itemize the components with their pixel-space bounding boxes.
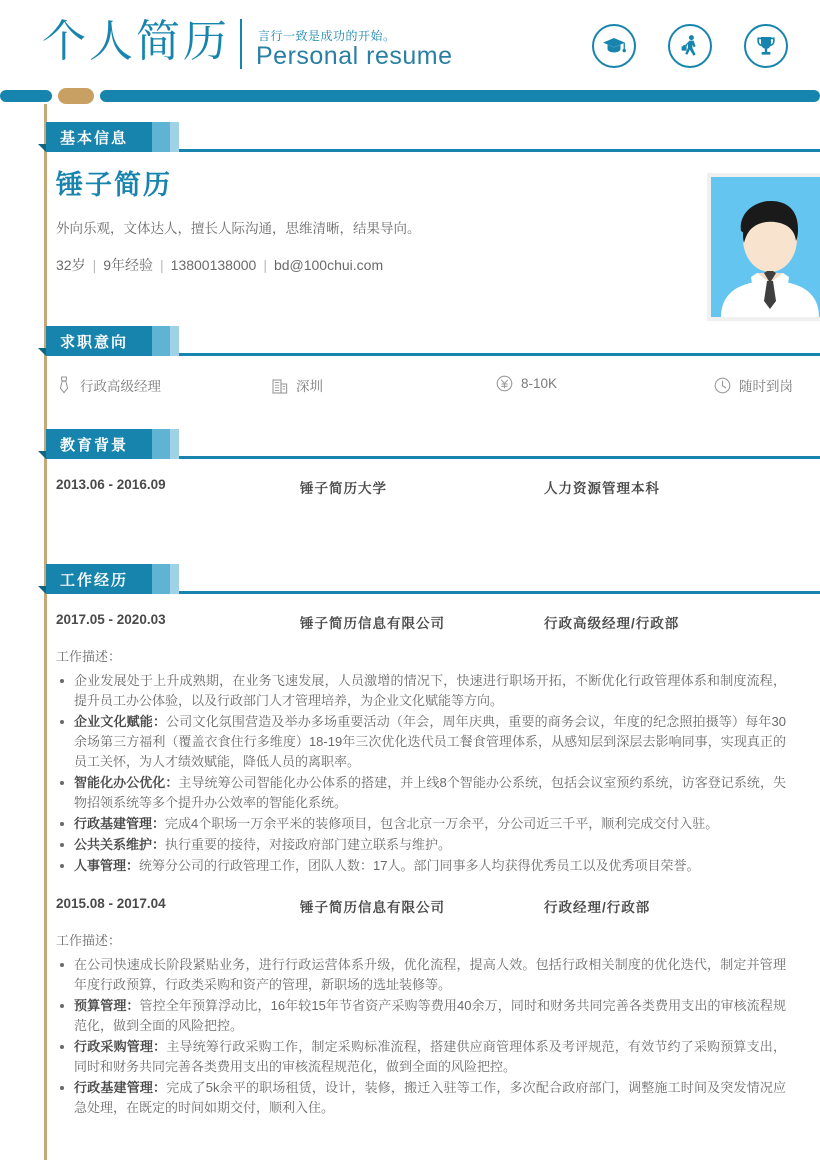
meta-phone: 13800138000 (170, 257, 257, 273)
work-bullet-text: 企业发展处于上升成熟期，在业务飞速发展，人员激增的情况下，快速进行职场开拓，不断优化行政管理体系和制度流程，提升员工办公体验，以及行政部门人才管理培养，为企业文化赋能等方向。 (74, 673, 786, 708)
work-entry-header (56, 896, 786, 918)
clock-icon (714, 377, 731, 394)
building-icon (272, 377, 288, 394)
ribbon-fade-2 (170, 564, 179, 594)
work-bullet-text: 完成了5k余平的职场租赁，设计，装修，搬迁入驻等工作，多次配合政府部门，调整施工时间及突发情况应急处理，在既定的时间如期交付，顺利入住。 (74, 1080, 786, 1115)
meta-email: bd@100chui.com (273, 257, 384, 273)
person-meta (56, 255, 786, 275)
work-bullet-item (56, 955, 786, 995)
work-entry-header (56, 612, 786, 634)
ribbon-underline (179, 149, 820, 152)
intention-position (56, 375, 161, 395)
section-title: 求职意向 (60, 334, 129, 351)
section-title: 基本信息 (60, 130, 129, 147)
intention-salary (496, 375, 557, 392)
work-bullet-item (56, 814, 786, 834)
ribbon-notch (38, 144, 46, 152)
person-description: 外向乐观，文体达人，擅长人际沟通，思维清晰，结果导向。 (56, 221, 421, 236)
work-bullet-item (56, 1037, 786, 1077)
work-bullet-list (56, 671, 786, 876)
education-school: 锤子简历大学 (300, 481, 387, 496)
work-bullet-lead: 人事管理： (74, 858, 140, 873)
bar-segment-right (100, 90, 820, 102)
work-bullet-lead: 行政基建管理： (74, 1080, 167, 1095)
education-entry (56, 477, 786, 499)
work-bullet-item (56, 712, 786, 772)
ribbon-fade-2 (170, 326, 179, 356)
job-intention-row (56, 375, 793, 401)
section-header-job-intention (46, 326, 786, 356)
section-header-education (46, 429, 786, 459)
tagline-chinese: 言行一致是成功的开始。 (258, 29, 396, 43)
section-work-experience (0, 564, 820, 1119)
section-title: 工作经历 (60, 572, 129, 589)
work-bullet-text: 主导统筹行政采购工作，制定采购标准流程，搭建供应商管理体系及考评规范，有效节约了采购预算支出，同时和财务共同完善各类费用支出的审核流程规范化，做到全面的风险把控。 (74, 1039, 786, 1074)
work-bullet-text: 统筹分公司的行政管理工作，团队人数：17人。部门同事多人均获得优秀员工以及优秀项目荣誉。 (139, 858, 700, 873)
businessman-walking-icon (668, 24, 712, 68)
education-entry-header (56, 477, 786, 499)
work-bullet-text: 在公司快速成长阶段紧贴业务，进行行政运营体系升级，优化流程，提高人效。包括行政相关制度的优化迭代，制定并管理年度行政预算，行政类采购和资产的管理，新职场的选址装修等。 (74, 957, 786, 992)
section-header-work-experience (46, 564, 786, 594)
work-bullet-lead: 公共关系维护： (74, 837, 166, 852)
ribbon-fade-1 (152, 122, 170, 152)
work-bullet-text: 完成4个职场一万余平米的装修项目，包含北京一万余平，分公司近三千平，顺利完成交付入驻。 (165, 816, 719, 831)
yen-circle-icon (496, 375, 513, 392)
ribbon-underline (179, 353, 820, 356)
intention-salary-label: 8-10K (521, 376, 558, 391)
work-bullet-item (56, 856, 786, 876)
work-role: 行政经理/行政部 (544, 900, 651, 915)
ribbon-fade-2 (170, 122, 179, 152)
person-name: 锤子简历 (56, 170, 172, 200)
work-date: 2015.08 - 2017.04 (56, 896, 166, 911)
intention-city-label: 深圳 (296, 379, 323, 394)
work-company: 锤子简历信息有限公司 (300, 616, 445, 631)
ribbon-fade-2 (170, 429, 179, 459)
work-bullet-item (56, 773, 786, 813)
ribbon-underline (179, 591, 820, 594)
work-role: 行政高级经理/行政部 (544, 616, 680, 631)
page-title: 个人简历 (42, 17, 230, 66)
ribbon-notch (38, 348, 46, 356)
work-company: 锤子简历信息有限公司 (300, 900, 445, 915)
work-bullet-lead: 预算管理： (74, 998, 140, 1013)
work-bullet-text: 主导统筹公司智能化办公体系的搭建，并上线8个智能办公系统，包括会议室预约系统，访客登记系统，失物招领系统等多个提升办公效率的智能化系统。 (74, 775, 786, 810)
ribbon-notch (38, 451, 46, 459)
meta-age: 32岁 (56, 257, 86, 273)
work-bullet-text: 公司文化氛围营造及举办多场重要活动（年会，周年庆典，重要的商务会议，年度的纪念照拍摄等）每年30余场第三方福利（覆盖衣食住行多维度）18-19年三次优化迭代员工餐食管理体系，从感知层到深层去影响同事，实现真正的员工关怀，为人才绩效赋能，降低人员的离职率。 (74, 714, 786, 769)
basic-info-body (56, 168, 786, 275)
work-entry (56, 612, 786, 876)
ribbon-fade-1 (152, 564, 170, 594)
meta-separator: | (263, 257, 267, 273)
section-job-intention (0, 326, 820, 401)
bar-segment-left (0, 90, 52, 102)
bar-gold-pill (58, 88, 94, 104)
graduation-cap-icon (592, 24, 636, 68)
top-decoration-bar (0, 88, 820, 104)
title-divider (240, 19, 242, 69)
section-header-basic-info (46, 122, 786, 152)
work-bullet-lead: 智能化办公优化： (74, 775, 179, 790)
work-description-label: 工作描述： (56, 933, 122, 948)
profile-photo (707, 173, 820, 321)
page-header (0, 0, 820, 86)
trophy-icon (744, 24, 788, 68)
work-date: 2017.05 - 2020.03 (56, 612, 166, 627)
work-entry (56, 896, 786, 1118)
meta-separator: | (160, 257, 164, 273)
education-date: 2013.06 - 2016.09 (56, 477, 166, 492)
meta-experience: 9年经验 (103, 257, 154, 273)
intention-availability (714, 375, 793, 395)
work-bullet-list (56, 955, 786, 1118)
ribbon-underline (179, 456, 820, 459)
header-icon-group (592, 24, 788, 68)
section-education (0, 429, 820, 499)
profile-photo-image (711, 177, 820, 317)
work-bullet-item (56, 835, 786, 855)
intention-city (272, 375, 323, 395)
work-bullet-lead: 行政采购管理： (74, 1039, 167, 1054)
intention-availability-label: 随时到岗 (739, 379, 793, 394)
section-title: 教育背景 (60, 437, 129, 454)
education-major: 人力资源管理本科 (544, 481, 660, 496)
work-bullet-lead: 企业文化赋能： (74, 714, 167, 729)
work-bullet-text: 管控全年预算浮动比，16年较15年节省资产采购等费用40余万，同时和财务共同完善各类费用支出的审核流程规范化，做到全面的风险把控。 (74, 998, 786, 1033)
work-bullet-text: 执行重要的接待，对接政府部门建立联系与维护。 (165, 837, 452, 852)
ribbon-notch (38, 586, 46, 594)
intention-position-label: 行政高级经理 (80, 379, 161, 394)
ribbon-fade-1 (152, 326, 170, 356)
work-description-label: 工作描述： (56, 649, 122, 664)
ribbon-fade-1 (152, 429, 170, 459)
necktie-icon (56, 376, 72, 394)
work-bullet-item (56, 1078, 786, 1118)
meta-separator: | (92, 257, 97, 273)
work-bullet-lead: 行政基建管理： (74, 816, 166, 831)
tagline-english: Personal resume (256, 42, 453, 70)
section-basic-info (0, 122, 820, 275)
work-bullet-item (56, 996, 786, 1036)
work-bullet-item (56, 671, 786, 711)
